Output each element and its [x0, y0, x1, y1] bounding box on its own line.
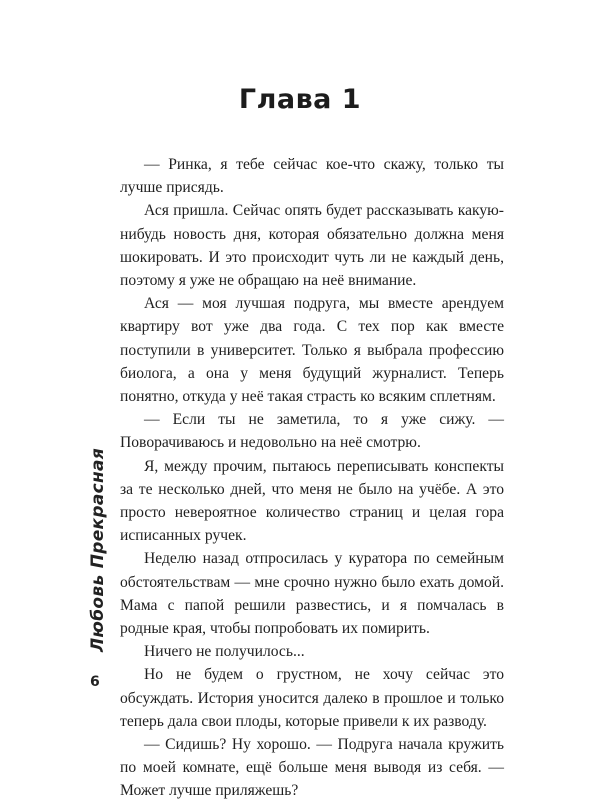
running-title-vertical: Любовь Прекрасная: [88, 447, 108, 652]
paragraph: Неделю назад отпросилась у куратора по семейным обстоятельствам — мне срочно нужно было ехать домой. Мама с папой решили развестись, и я помчалась в родные края, чтобы попробовать их помирить.: [120, 550, 504, 638]
chapter-body: [120, 153, 504, 803]
paragraph: Я, между прочим, пытаюсь переписывать конспекты за те несколько дней, что меня не было на учёбе. А это просто невероятное количество страниц и целая гора исписанных ручек.: [120, 457, 504, 545]
paragraph: — Сидишь? Ну хорошо. — Подруга начала кружить по моей комнате, ещё больше меня выводя из себя. — Может лучше приляжешь?: [120, 736, 504, 800]
paragraph: Ничего не получилось...: [144, 643, 305, 661]
page-number: 6: [90, 674, 100, 690]
paragraph: — Ринка, я тебе сейчас кое-что скажу, только ты лучше присядь.: [120, 156, 504, 197]
chapter-title: Глава 1: [238, 84, 362, 115]
paragraph: Ася пришла. Сейчас опять будет рассказывать какую-нибудь новость дня, которая обязательно должна меня шокировать. И это происходит чуть ли не каждый день, поэтому я уже не обращаю на неё внимание.: [120, 202, 504, 290]
paragraph: — Если ты не заметила, то я уже сижу. — Поворачиваюсь и недовольно на неё смотрю.: [120, 411, 504, 452]
paragraph: Но не будем о грустном, не хочу сейчас это обсуждать. История уносится далеко в прошлое и только теперь дала свои плоды, которые привели к их разводу.: [120, 666, 504, 730]
paragraph: Ася — моя лучшая подруга, мы вместе арендуем квартиру вот уже два года. С тех пор как вместе поступили в университет. Только я выбрала профессию биолога, а она у меня будущий журналист. Теперь понятно, откуда у неё такая страсть ко всяким сплетням.: [120, 295, 504, 406]
